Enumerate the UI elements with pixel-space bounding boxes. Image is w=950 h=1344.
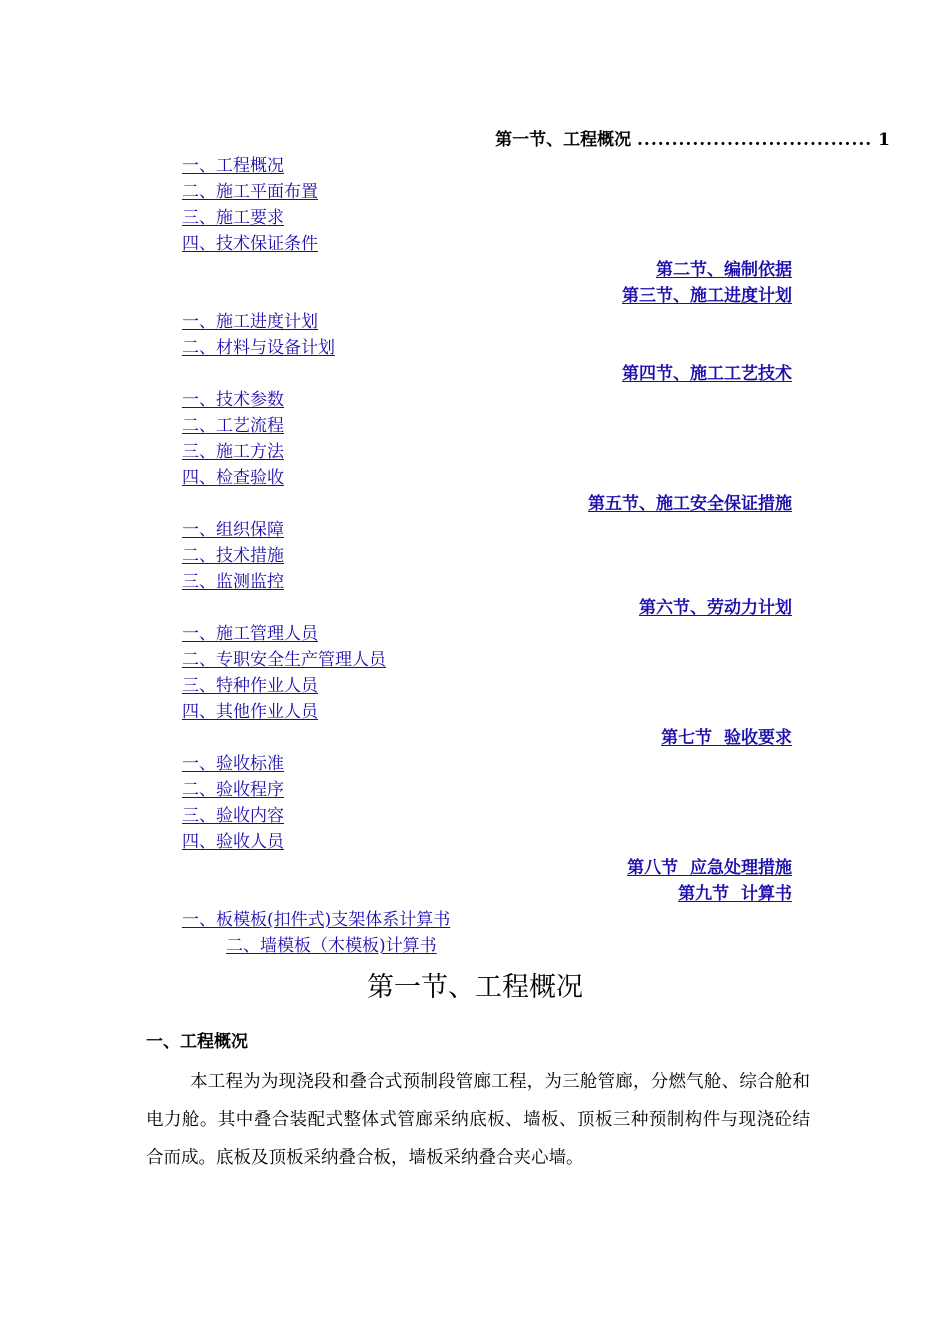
toc-section-link[interactable]: 第三节、施工进度计划 (622, 286, 792, 306)
toc-link[interactable]: 一、验收标准 (182, 754, 284, 774)
toc-link[interactable]: 二、施工平面布置 (182, 182, 318, 202)
toc-link[interactable]: 二、材料与设备计划 (182, 338, 335, 358)
toc-page-number: 1 (878, 130, 890, 150)
toc-link[interactable]: 二、专职安全生产管理人员 (182, 650, 386, 670)
toc-link[interactable]: 一、施工进度计划 (182, 312, 318, 332)
section-heading: 第一节、工程概况 (367, 972, 583, 1003)
toc-link[interactable]: 一、组织保障 (182, 520, 284, 540)
toc-entry-title: 第一节、工程概况 (495, 130, 632, 150)
toc-link[interactable]: 一、技术参数 (182, 390, 284, 410)
toc-section-link[interactable]: 第六节、劳动力计划 (639, 598, 792, 618)
subsection-heading: 一、工程概况 (146, 1032, 248, 1052)
body-paragraph: 本工程为为现浇段和叠合式预制段管廊工程，为三舱管廊，分燃气舱、综合舱和电力舱。其中叠合装配式整体式管廊采纳底板、墙板、顶板三种预制构件与现浇砼结合而成。底板及顶板采纳叠合板，墙板采纳叠合夹心墙。 (146, 1072, 810, 1168)
toc-link[interactable]: 四、检查验收 (182, 468, 284, 488)
toc-link[interactable]: 四、其他作业人员 (182, 702, 318, 722)
toc-section-link[interactable]: 第四节、施工工艺技术 (622, 364, 792, 384)
toc-link[interactable]: 二、墙模板（木模板)计算书 (226, 936, 437, 956)
toc-link[interactable]: 二、技术措施 (182, 546, 284, 566)
toc-link[interactable]: 三、施工方法 (182, 442, 284, 462)
toc-section-link[interactable]: 第二节、编制依据 (656, 260, 792, 280)
toc-link[interactable]: 一、板模板(扣件式)支架体系计算书 (182, 910, 451, 930)
toc-link[interactable]: 二、工艺流程 (182, 416, 284, 436)
toc-link[interactable]: 二、验收程序 (182, 780, 284, 800)
toc-section-link[interactable]: 第五节、施工安全保证措施 (588, 494, 792, 514)
toc-link[interactable]: 三、特种作业人员 (182, 676, 318, 696)
toc-link[interactable]: 一、施工管理人员 (182, 624, 318, 644)
toc-link[interactable]: 三、验收内容 (182, 806, 284, 826)
toc-link[interactable]: 四、技术保证条件 (182, 234, 318, 254)
toc-link[interactable]: 三、监测监控 (182, 572, 284, 592)
toc-link[interactable]: 四、验收人员 (182, 832, 284, 852)
toc-section-link[interactable]: 第七节 验收要求 (661, 728, 792, 748)
toc-section-link[interactable]: 第八节 应急处理措施 (627, 858, 792, 878)
toc-section-link[interactable]: 第九节 计算书 (678, 884, 792, 904)
toc-leader-dots: .................................. (637, 130, 873, 150)
toc-link[interactable]: 三、施工要求 (182, 208, 284, 228)
toc-link[interactable]: 一、工程概况 (182, 156, 284, 176)
toc-entry-section-1[interactable] (0, 128, 890, 152)
